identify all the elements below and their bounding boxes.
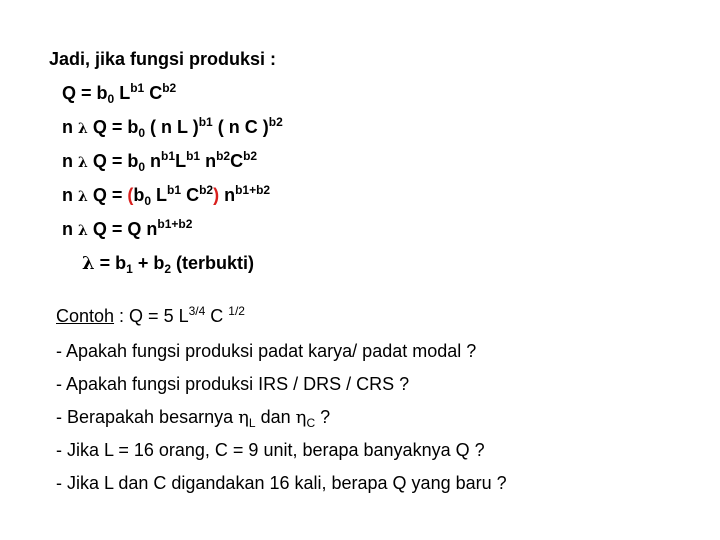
formula-5: n λ Q = Q $n^{b1+b2}$: [62, 217, 193, 239]
question-2: - Apakah fungsi produksi IRS / DRS / CRS ?: [56, 374, 410, 394]
formula-6: $\lambda = b_1 + b_2$ (terbukti): [82, 253, 255, 276]
formula-1: $Q = b_0$ $L^{b1}$ $C^{b2}$: [62, 81, 177, 106]
question-1: - Apakah fungsi produksi padat karya/ padat modal ?: [56, 341, 477, 361]
formula-3: n λ $Q = b_0$ $n^{b1}L^{b1}$ $n^{b2}C^{b2}$: [62, 149, 258, 174]
question-4: - Jika L = 16 orang, C = 9 unit, berapa banyaknya Q ?: [56, 440, 485, 460]
example-line: Contoh : Q = 5 $L^{3/4}$ C $^{1/2}$: [56, 304, 245, 326]
formula-4: n λ $Q = (b_0$ $L^{b1}$ $C^{b2}$) $n^{b1+b2}$: [62, 183, 271, 208]
intro-text: Jadi, jika fungsi produksi :: [49, 49, 277, 69]
question-5: - Jika L dan C digandakan 16 kali, berapa Q yang baru ?: [56, 473, 507, 493]
formula-2: n λ $Q = b_0$ ( n L )$^{b1}$ ( n C )$^{b2}$: [62, 115, 283, 140]
question-3: - Berapakah besarnya $\eta_L$ dan $\eta_C$ ?: [56, 407, 331, 430]
